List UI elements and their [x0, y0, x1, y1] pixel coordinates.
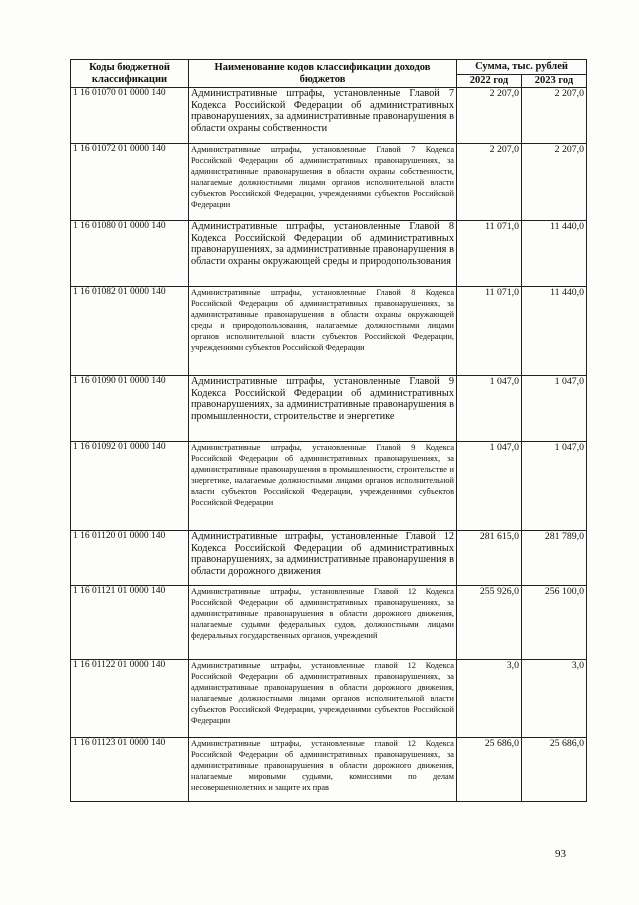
row-value-2022: 281 615,0 [457, 531, 522, 586]
row-value-2023: 1 047,0 [522, 376, 587, 442]
row-value-2023: 281 789,0 [522, 531, 587, 586]
row-code: 1 16 01080 01 0000 140 [71, 221, 189, 287]
row-value-2022: 2 207,0 [457, 88, 522, 144]
row-value-2023: 25 686,0 [522, 738, 587, 802]
row-value-2022: 25 686,0 [457, 738, 522, 802]
row-code: 1 16 01122 01 0000 140 [71, 660, 189, 738]
row-name: Административные штрафы, установленные Главой 9 Кодекса Российской Федерации об административных правонарушениях, за административные правонарушения в промышленности, строительстве и энергетике, налагаемые должностными лицами органов исполнительной власти субъектов Российской Федерации, учреждениями субъектов Российской Федерации [189, 442, 457, 531]
row-code: 1 16 01082 01 0000 140 [71, 287, 189, 376]
header-year-2022: 2022 год [457, 75, 522, 88]
row-value-2023: 2 207,0 [522, 88, 587, 144]
row-code: 1 16 01123 01 0000 140 [71, 738, 189, 802]
page-number: 93 [555, 848, 566, 860]
row-name: Административные штрафы, установленные Главой 12 Кодекса Российской Федерации об административных правонарушениях, за административные правонарушения в области дорожного движения, налагаемые судьями федеральных судов, должностными лицами федеральных государственных органов, учреждений [189, 586, 457, 660]
row-code: 1 16 01121 01 0000 140 [71, 586, 189, 660]
header-name: Наименование кодов классификации доходов бюджетов [189, 60, 457, 88]
table-row [71, 442, 587, 531]
row-value-2022: 255 926,0 [457, 586, 522, 660]
row-code: 1 16 01072 01 0000 140 [71, 144, 189, 221]
row-value-2023: 3,0 [522, 660, 587, 738]
header-year-2023: 2023 год [522, 75, 587, 88]
row-value-2022: 11 071,0 [457, 287, 522, 376]
row-value-2023: 256 100,0 [522, 586, 587, 660]
table-row [71, 531, 587, 586]
row-value-2023: 1 047,0 [522, 442, 587, 531]
row-value-2023: 2 207,0 [522, 144, 587, 221]
row-name: Административные штрафы, установленные Главой 8 Кодекса Российской Федерации об административных правонарушениях, за административные правонарушения в области охраны окружающей среды и природопользования, налагаемые должностными лицами органов исполнительной власти субъектов Российской Федерации, учреждениями субъектов Российской Федерации [189, 287, 457, 376]
table-row [71, 586, 587, 660]
header-codes: Коды бюджетной классификации [71, 60, 189, 88]
table-row [71, 144, 587, 221]
row-name: Административные штрафы, установленные главой 12 Кодекса Российской Федерации об административных правонарушениях, за административные правонарушения в области дорожного движения, налагаемые должностными лицами органов исполнительной власти субъектов Российской Федерации, учреждениями субъектов Российской Федерации [189, 660, 457, 738]
row-code: 1 16 01092 01 0000 140 [71, 442, 189, 531]
row-code: 1 16 01070 01 0000 140 [71, 88, 189, 144]
header-sum: Сумма, тыс. рублей [457, 60, 587, 75]
row-name: Административные штрафы, установленные главой 12 Кодекса Российской Федерации об административных правонарушениях, за административные правонарушения в области дорожного движения, налагаемые мировыми судьями, комиссиями по делам несовершеннолетних и защите их прав [189, 738, 457, 802]
budget-table [70, 59, 587, 802]
row-name: Административные штрафы, установленные Главой 12 Кодекса Российской Федерации об административных правонарушениях, за административные правонарушения в области дорожного движения [189, 531, 457, 586]
row-value-2023: 11 440,0 [522, 287, 587, 376]
row-value-2022: 11 071,0 [457, 221, 522, 287]
row-code: 1 16 01120 01 0000 140 [71, 531, 189, 586]
table-row [71, 287, 587, 376]
row-name: Административные штрафы, установленные Главой 8 Кодекса Российской Федерации об административных правонарушениях, за административные правонарушения в области охраны окружающей среды и природопользования [189, 221, 457, 287]
table-row [71, 88, 587, 144]
table-row [71, 660, 587, 738]
row-value-2023: 11 440,0 [522, 221, 587, 287]
table-row [71, 376, 587, 442]
row-code: 1 16 01090 01 0000 140 [71, 376, 189, 442]
row-value-2022: 1 047,0 [457, 376, 522, 442]
row-name: Административные штрафы, установленные Главой 7 Кодекса Российской Федерации об административных правонарушениях, за административные правонарушения в области охраны собственности, налагаемые должностными лицами органов исполнительной власти субъектов Российской Федерации, учреждениями субъектов Российской Федерации [189, 144, 457, 221]
row-value-2022: 3,0 [457, 660, 522, 738]
row-name: Административные штрафы, установленные Главой 7 Кодекса Российской Федерации об административных правонарушениях, за административные правонарушения в области охраны собственности [189, 88, 457, 144]
row-value-2022: 1 047,0 [457, 442, 522, 531]
row-value-2022: 2 207,0 [457, 144, 522, 221]
row-name: Административные штрафы, установленные Главой 9 Кодекса Российской Федерации об административных правонарушениях, за административные правонарушения в промышленности, строительстве и энергетике [189, 376, 457, 442]
table-row [71, 221, 587, 287]
table-row [71, 738, 587, 802]
